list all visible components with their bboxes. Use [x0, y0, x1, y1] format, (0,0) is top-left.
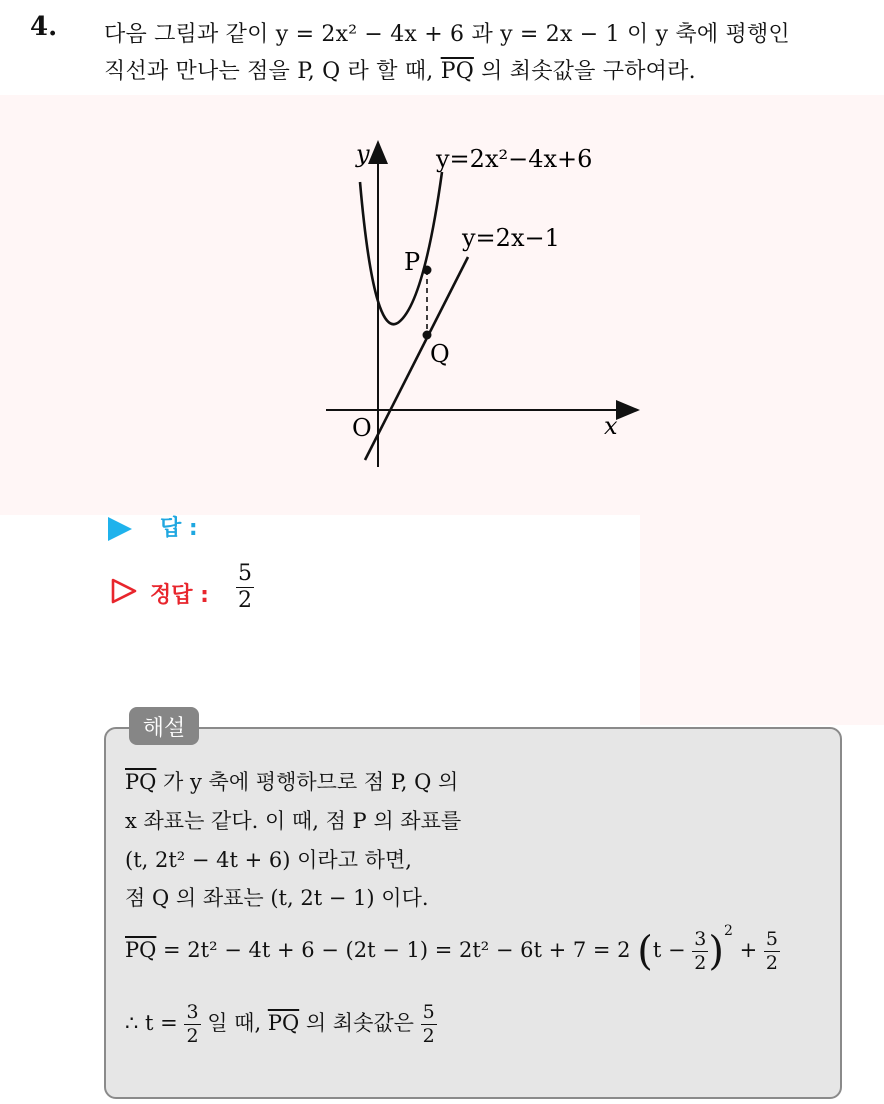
fraction-numerator: 5 [765, 928, 778, 950]
question-text-2b: 의 최솟값을 구하여라. [473, 59, 696, 84]
solution-conclusion-b: 일 때, [200, 1011, 268, 1035]
key-answer-label: 정답 : [150, 583, 209, 608]
fraction-denominator: 2 [186, 1025, 199, 1047]
key-answer-value [236, 563, 254, 612]
outline-triangle-icon [110, 577, 138, 605]
question-text-2a: 직선과 만나는 점을 P, Q 라 할 때, [104, 59, 441, 84]
parabola-curve [360, 172, 442, 324]
point-p-dot [423, 266, 432, 275]
x-axis-label: x [604, 412, 618, 440]
question-line-1 [104, 17, 790, 48]
answer-label: 답 : [160, 516, 198, 541]
fraction-numerator: 3 [694, 928, 707, 950]
fraction-denominator: 2 [422, 1025, 435, 1047]
linear-line [365, 257, 468, 460]
solution-conclusion-c: 의 최솟값은 [299, 1011, 414, 1035]
solution-line-6 [125, 1003, 437, 1046]
plus-sign: + [739, 938, 758, 962]
segment-pq: $\overline{PQ}$ [267, 1011, 300, 1035]
fraction-denominator: 2 [694, 952, 707, 974]
solution-line-3: (t, 2t² − 4t + 6) 이라고 하면, [125, 848, 412, 872]
solution-conclusion-a: ∴ t = [125, 1011, 178, 1035]
left-paren: ( [637, 928, 653, 975]
right-paren: ) [708, 928, 724, 975]
solution-text-1: 가 y 축에 평행하므로 점 P, Q 의 [156, 770, 459, 794]
origin-label: O [352, 414, 372, 442]
solution-line-2: x 좌표는 같다. 이 때, 점 P 의 좌표를 [125, 809, 462, 833]
parabola-label: y=2x²−4x+6 [436, 145, 593, 173]
line-label: y=2x−1 [462, 224, 560, 252]
function-graph [310, 132, 650, 472]
segment-pq: $\overline{PQ}$ [440, 59, 474, 84]
background-block [640, 515, 884, 725]
solution-line-4: 점 Q 의 좌표는 (t, 2t − 1) 이다. [125, 886, 429, 910]
segment-pq: $\overline{PQ}$ [125, 938, 157, 962]
play-triangle-icon [108, 517, 132, 541]
fraction-numerator: 3 [186, 1001, 199, 1023]
key-answer-numerator: 5 [238, 561, 252, 586]
solution-tag: 해설 [129, 707, 199, 745]
solution-line-5: $\overline{PQ} = 2t^2 - 4t + 6 - (2t - 1) = 2t^2 - 6t + 7 = 2$ (t − $\frac{3}{2}$ )$^2$ + $\frac{5}{2}$ [125, 923, 778, 975]
fraction-denominator: 2 [765, 952, 778, 974]
segment-pq: $\overline{PQ}$ [125, 770, 157, 794]
y-axis-label: y [356, 140, 370, 168]
solution-equation-inner: t − [652, 938, 686, 962]
point-q-label: Q [430, 340, 450, 368]
question-text-1: 다음 그림과 같이 y = 2x² − 4x + 6 과 y = 2x − 1 이 y 축에 평행인 [104, 22, 790, 47]
solution-equation-a: = 2t² − 4t + 6 − (2t − 1) = 2t² − 6t + 7 = 2 [156, 938, 631, 962]
key-answer-denominator: 2 [238, 588, 252, 613]
solution-line-1 [125, 766, 458, 796]
question-number: 4. [30, 12, 58, 42]
question-line-2 [104, 54, 696, 85]
fraction-numerator: 5 [422, 1001, 435, 1023]
point-q-dot [423, 331, 432, 340]
answer-row [108, 511, 198, 542]
point-p-label: P [404, 248, 421, 276]
